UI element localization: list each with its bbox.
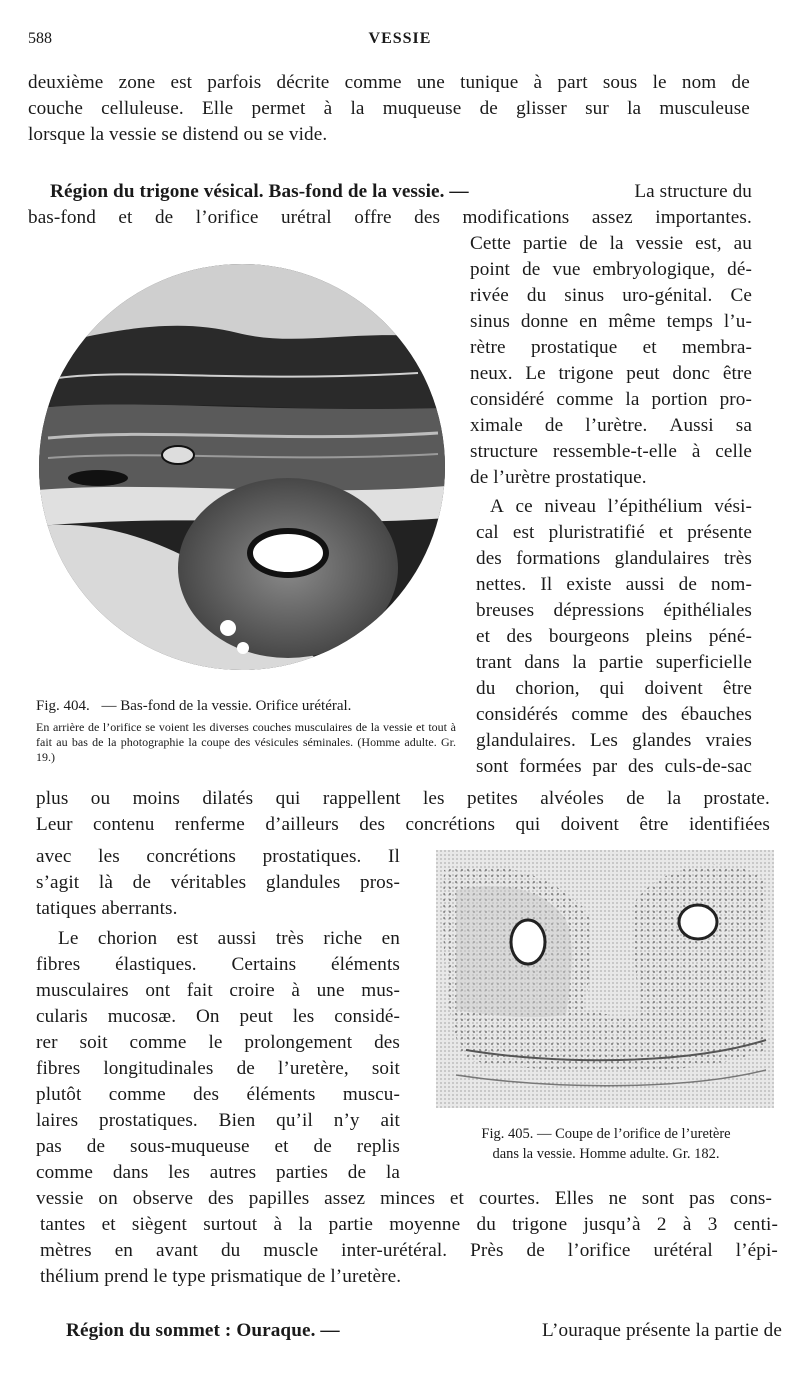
text-line: de l’urètre prostatique. (470, 467, 647, 488)
page-header (0, 30, 800, 54)
text-line: lorsque la vessie se distend ou se vide. (28, 124, 328, 145)
text-line: breuses dépressions épithéliales (476, 600, 752, 621)
caption-line: Fig. 405. — Coupe de l’orifice de l’uretère (481, 1126, 731, 1142)
text-line: considéré comme la portion pro- (470, 389, 752, 410)
figure-label: Fig. 404. (36, 698, 90, 714)
text-line: comme dans les autres parties de la (36, 1162, 400, 1183)
text-line: couche celluleuse. Elle permet à la muqueuse de glisser sur la musculeuse (28, 98, 750, 119)
text-line: sinus donne en même temps l’u- (470, 311, 752, 332)
caption-line: dans la vessie. Homme adulte. Gr. 182. (492, 1146, 720, 1162)
text-line: plutôt comme des éléments muscu- (36, 1084, 400, 1105)
figure-405-histology (436, 850, 774, 1108)
text-line: ximale de l’urètre. Aussi sa (470, 415, 752, 436)
text-line: trant dans la partie superficielle (476, 652, 752, 673)
figure-title: — Bas-fond de la vessie. Orifice urétéral. (101, 698, 352, 714)
heading-text: Région du trigone vésical. Bas-fond de la vessie. — (50, 181, 469, 202)
figure-404-caption (36, 696, 456, 716)
text-line: musculaires ont fait croire à une mus- (36, 980, 400, 1001)
text-line: pas de sous-muqueuse et de replis (36, 1136, 400, 1157)
text-line: La structure du (634, 181, 752, 202)
text-line: cularis mucosæ. On peut les considé- (36, 1006, 400, 1027)
text-line: nettes. Il existe aussi de nom- (476, 574, 752, 595)
histology-drawing (436, 850, 774, 1108)
text-line: sont formées par des culs-de-sac (476, 756, 752, 777)
figure-404-note: En arrière de l’orifice se voient les diverses couches musculaires de la vessie et tout à fait au bas de la photographie la coupe des vésicules séminales. (Homme adulte. Gr. 19.) (36, 720, 456, 764)
text-line: point de vue embryologique, dé- (470, 259, 752, 280)
text-line: vessie on observe des papilles assez minces et courtes. Elles ne sont pas cons- (36, 1188, 772, 1209)
text-line: deuxième zone est parfois décrite comme une tunique à part sous le nom de (28, 72, 750, 93)
text-line: rer soit comme le prolongement des (36, 1032, 400, 1053)
text-line: Cette partie de la vessie est, au (470, 233, 752, 254)
micrograph-image (38, 258, 446, 676)
text-line: des formations glandulaires très (476, 548, 752, 569)
text-line: fibres longitudinales de l’uretère, soit (36, 1058, 400, 1079)
text-line: rètre prostatique et membra- (470, 337, 752, 358)
text-line: fibres élastiques. Certains éléments (36, 954, 400, 975)
figure-404-micrograph (38, 258, 446, 676)
text-line: considérés comme des ébauches (476, 704, 752, 725)
text-line: bas-fond et de l’orifice urétral offre des modifications assez importantes. (28, 207, 752, 228)
text-line: laires prostatiques. Bien qu’il n’y ait (36, 1110, 400, 1131)
text-line: s’agit là de véritables glandules pros- (36, 872, 400, 893)
text-line: L’ouraque présente la partie de (542, 1320, 782, 1341)
text-line: Leur contenu renferme d’ailleurs des concrétions qui doivent être identifiées (36, 814, 770, 835)
figure-405-caption (436, 1124, 776, 1164)
section-heading-sommet (66, 1318, 782, 1344)
text-line: cal est pluristratifié et présente (476, 522, 752, 543)
text-line: A ce niveau l’épithélium vési- (490, 496, 752, 517)
text-line: rivée du sinus uro-génital. Ce (470, 285, 752, 306)
page-number: 588 (28, 30, 52, 47)
running-title: VESSIE (368, 30, 432, 47)
text-line: structure ressemble-t-elle à celle (470, 441, 752, 462)
text-line: mètres en avant du muscle inter-urétéral. Près de l’orifice urétéral l’épi- (40, 1240, 778, 1261)
text-line: tantes et siègent surtout à la partie moyenne du trigone jusqu’à 2 à 3 centi- (40, 1214, 778, 1235)
text-line: plus ou moins dilatés qui rappellent les petites alvéoles de la prostate. (36, 788, 770, 809)
text-line: avec les concrétions prostatiques. Il (36, 846, 400, 867)
text-line: thélium prend le type prismatique de l’uretère. (40, 1266, 402, 1287)
text-line: tatiques aberrants. (36, 898, 178, 919)
text-line: glandulaires. Les glandes vraies (476, 730, 752, 751)
heading-text: Région du sommet : Ouraque. — (66, 1320, 340, 1341)
text-line: et des bourgeons pleins péné- (476, 626, 752, 647)
text-line: du chorion, qui doivent être (476, 678, 752, 699)
text-line: neux. Le trigone peut donc être (470, 363, 752, 384)
section-heading-trigone (50, 179, 752, 205)
text-line: Le chorion est aussi très riche en (58, 928, 400, 949)
